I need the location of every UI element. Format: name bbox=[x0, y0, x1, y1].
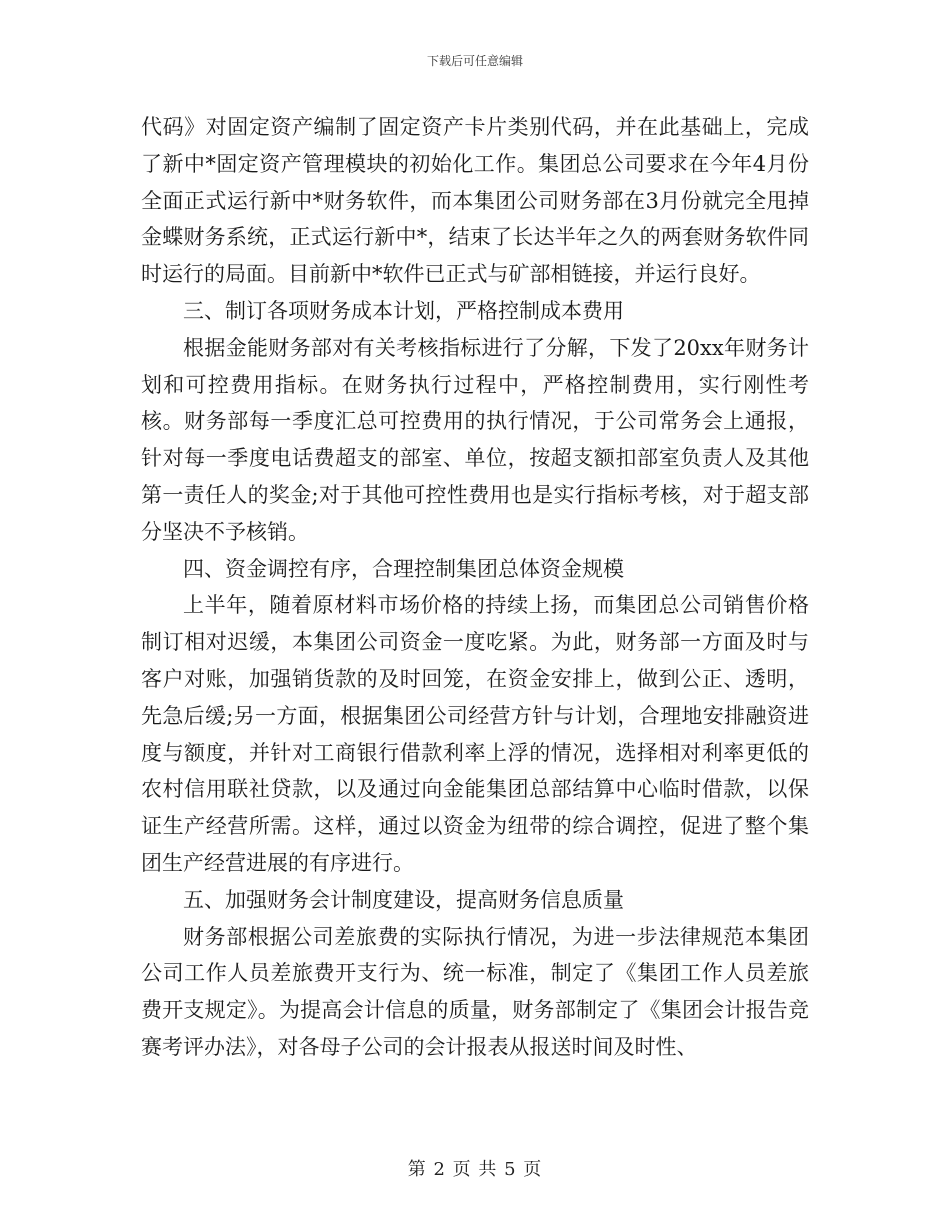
section-heading-3: 三、制订各项财务成本计划，严格控制成本费用 bbox=[183, 298, 624, 323]
section-heading-4: 四、资金调控有序，合理控制集团总体资金规模 bbox=[183, 556, 624, 581]
paragraph-fund-control: 上半年，随着原材料市场价格的持续上扬，而集团总公司销售价格制订相对迟缓，本集团公司资金一度吃紧。为此，财务部一方面及时与客户对账，加强销货款的及时回笼，在资金安排上，做到公正、透明，先急后缓;另一方面，根据集团公司经营方针与计划，合理地安排融资进度与额度，并针对工商银行借款利率上浮的情况，选择相对利率更低的农村信用联社贷款，以及通过向金能集团总部结算中心临时借款，以保证生产经营所需。这样，通过以资金为纽带的综合调控，促进了整个集团生产经营进展的有序进行。 bbox=[141, 593, 809, 875]
paragraph-continuation: 代码》对固定资产编制了固定资产卡片类别代码，并在此基础上，完成了新中*固定资产管理模块的初始化工作。集团总公司要求在今年4月份全面正式运行新中*财务软件，而本集团公司财务部在3月份就完全甩掉金蝶财务系统，正式运行新中*，结束了长达半年之久的两套财务软件同时运行的局面。目前新中*软件已正式与矿部相链接，并运行良好。 bbox=[141, 115, 809, 287]
page-header: 下载后可任意编辑 bbox=[426, 54, 523, 68]
paragraph-accounting-system: 财务部根据公司差旅费的实际执行情况，为进一步法律规范本集团公司工作人员差旅费开支行为、统一标准，制定了《集团工作人员差旅费开支规定》。为提高会计信息的质量，财务部制定了《集团会计报告竞赛考评办法》，对各母子公司的会计报表从报送时间及时性、 bbox=[141, 924, 809, 1059]
paragraph-cost-plan: 根据金能财务部对有关考核指标进行了分解，下发了20xx年财务计划和可控费用指标。在财务执行过程中，严格控制费用，实行刚性考核。财务部每一季度汇总可控费用的执行情况，于公司常务会上通报，针对每一季度电话费超支的部室、单位，按超支额扣部室负责人及其他第一责任人的奖金;对于其他可控性费用也是实行指标考核，对于超支部分坚决不予核销。 bbox=[141, 335, 809, 544]
document-body bbox=[141, 109, 809, 1066]
page-number-footer: 第 2 页 共 5 页 bbox=[407, 1159, 543, 1180]
section-heading-5: 五、加强财务会计制度建设，提高财务信息质量 bbox=[183, 887, 624, 912]
